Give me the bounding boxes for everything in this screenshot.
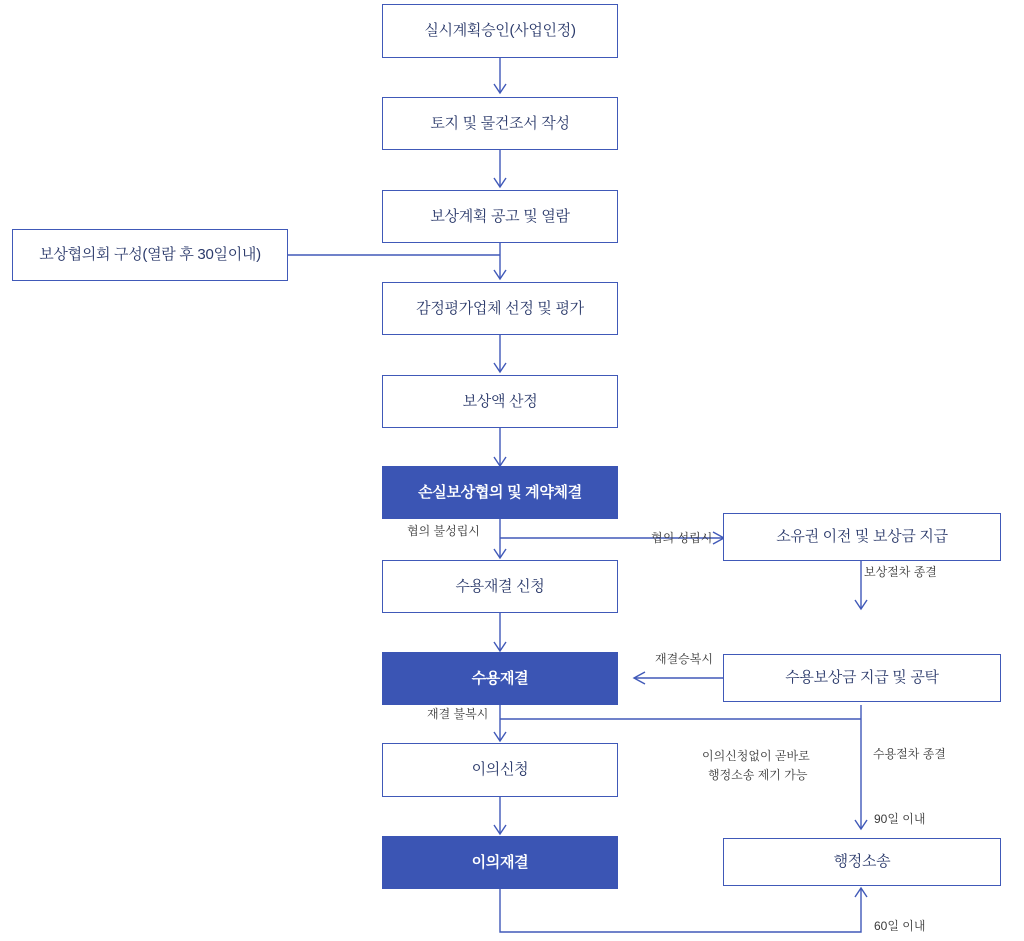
node-land-object-register[interactable] (382, 97, 618, 150)
node-label: 토지 및 물건조서 작성 (430, 114, 570, 132)
node-label: 소유권 이전 및 보상금 지급 (776, 528, 948, 545)
node-label: 보상계획 공고 및 열람 (430, 207, 570, 225)
node-label: 이의신청 (471, 761, 529, 778)
edge-label-within-90-days: 90일 이내 (874, 812, 926, 826)
edge-label-compensation-complete: 보상절차 종결 (864, 565, 937, 579)
edge-label-ruling-accepted: 재결승복시 (655, 652, 713, 666)
node-ownership-transfer-payment[interactable] (723, 513, 1001, 561)
node-appraisal-selection[interactable] (382, 282, 618, 335)
edge-label-within-60-days: 60일 이내 (874, 919, 926, 933)
node-compensation-amount[interactable] (382, 375, 618, 428)
node-label: 수용재결 (471, 669, 529, 687)
node-expropriation-payment-deposit[interactable] (723, 654, 1001, 702)
node-label: 보상협의회 구성(열람 후 30일이내) (39, 246, 261, 263)
edge-label-direct-litigation-line1: 이의신청없이 곧바로 (702, 749, 810, 763)
node-label: 실시계획승인(사업인정) (424, 22, 576, 39)
node-implementation-plan-approval[interactable] (382, 4, 618, 58)
node-compensation-plan-notice[interactable] (382, 190, 618, 243)
edge-label-direct-litigation-line2: 행정소송 제기 가능 (708, 768, 808, 782)
node-label: 행정소송 (833, 853, 891, 870)
node-label: 감정평가업체 선정 및 평가 (416, 299, 584, 317)
node-expropriation-ruling-application[interactable] (382, 560, 618, 613)
node-label: 이의재결 (471, 853, 529, 871)
edge-label-agreement-reached: 협의 성립시 (651, 531, 713, 545)
node-objection-application[interactable] (382, 743, 618, 797)
node-compensation-council[interactable] (12, 229, 288, 281)
node-label: 수용보상금 지급 및 공탁 (785, 669, 939, 686)
edge-label-expropriation-complete: 수용절차 종결 (873, 747, 946, 761)
node-objection-ruling[interactable] (382, 836, 618, 889)
node-label: 보상액 산정 (462, 392, 538, 410)
node-expropriation-ruling[interactable] (382, 652, 618, 705)
node-label: 수용재결 신청 (455, 577, 545, 595)
node-label: 손실보상협의 및 계약체결 (418, 483, 582, 501)
edge-label-ruling-rejected: 재결 불복시 (427, 707, 489, 721)
edge-label-agreement-failed: 협의 불성립시 (407, 524, 480, 538)
node-compensation-agreement-contract[interactable] (382, 466, 618, 519)
node-administrative-litigation[interactable] (723, 838, 1001, 886)
